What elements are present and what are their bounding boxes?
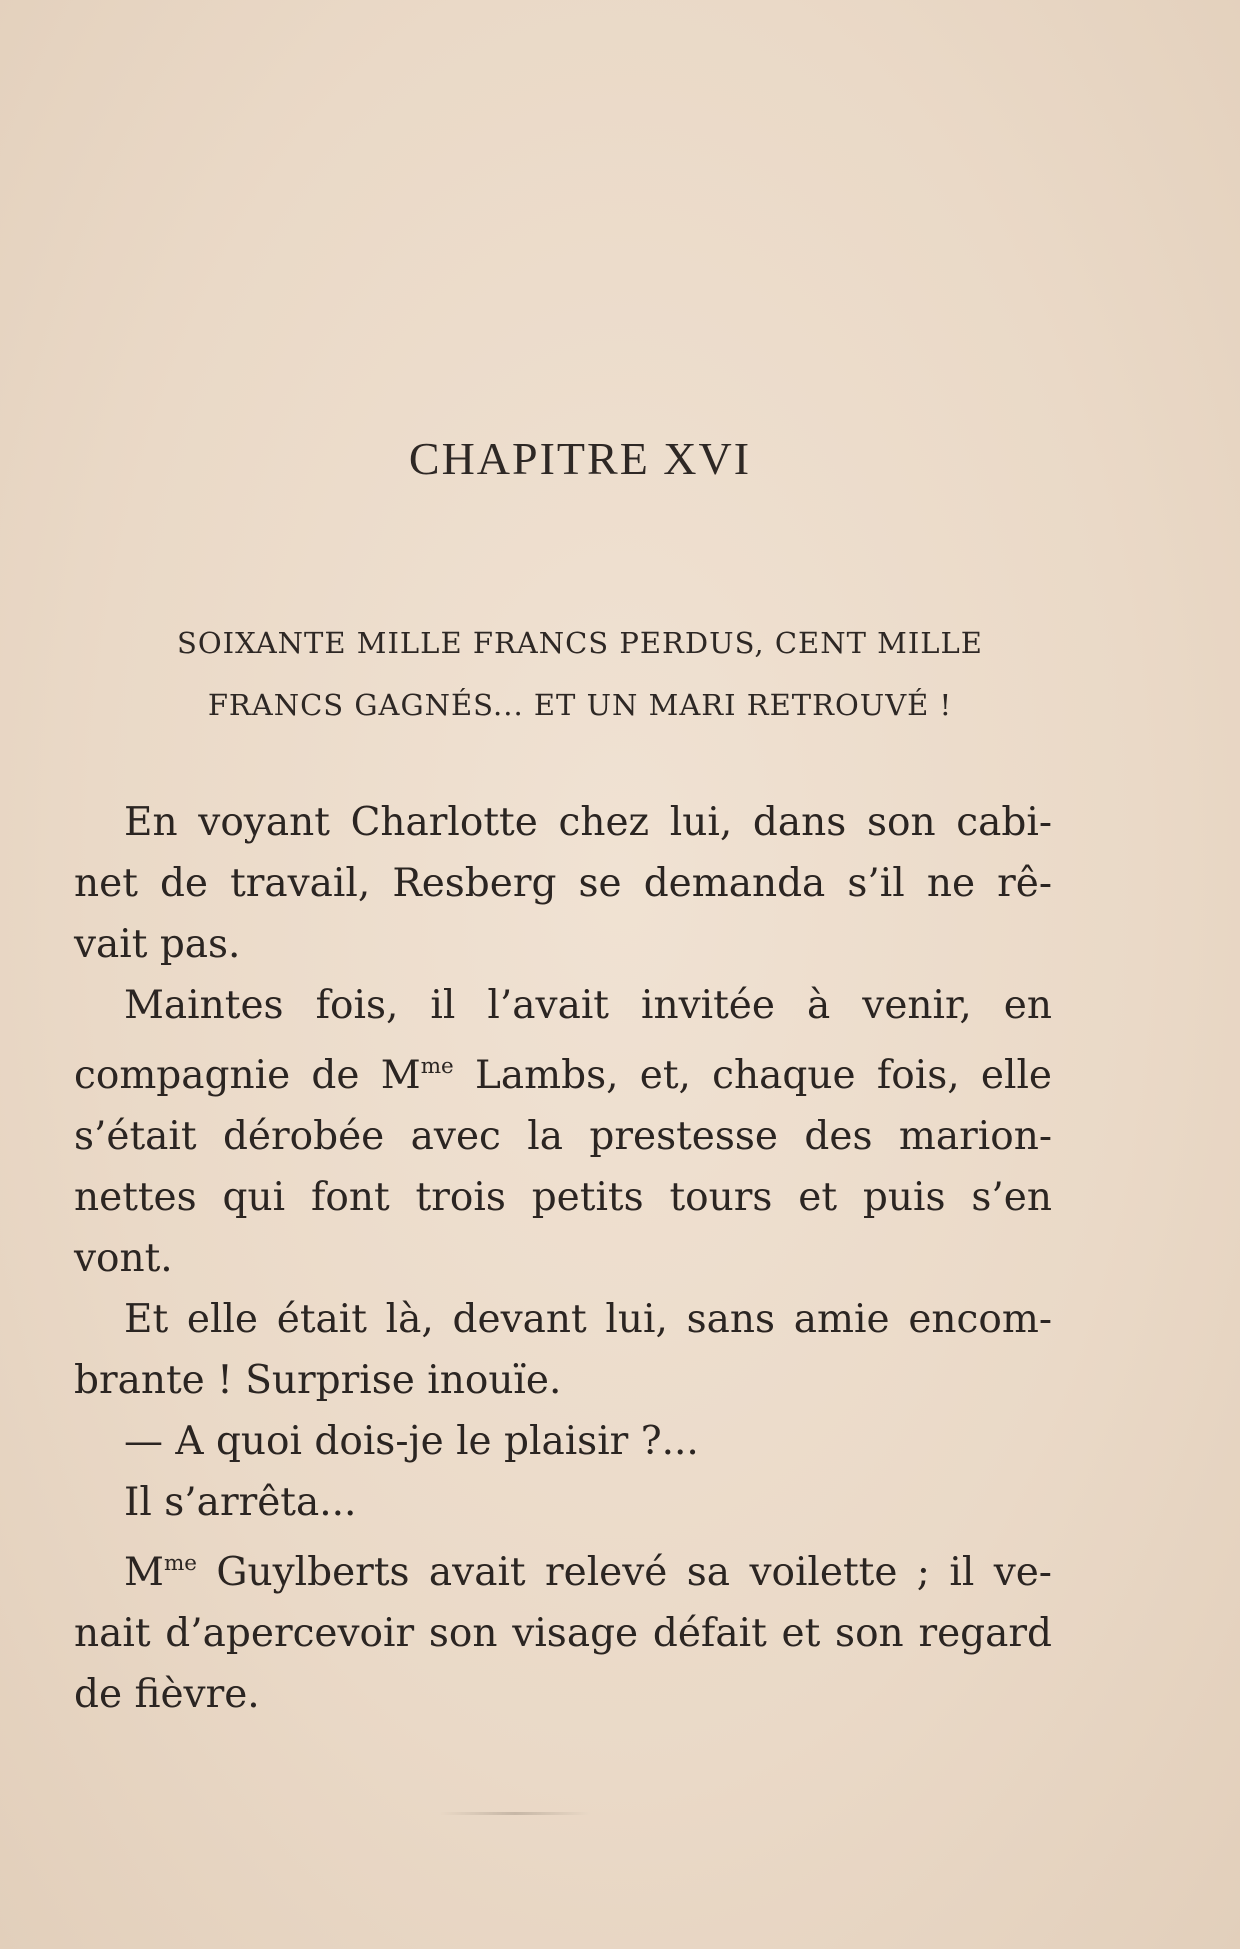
text-line: Maintes fois, il l’avait invitée à venir, en (124, 983, 1052, 1028)
chapter-subtitle (60, 612, 1100, 736)
text-line (74, 1036, 1052, 1106)
text-fragment: M (124, 1550, 164, 1595)
text-line: nait d’apercevoir son visage défait et son regard (74, 1611, 1052, 1656)
subtitle-line: FRANCS GAGNÉS... ET UN MARI RETROUVÉ ! (207, 688, 953, 722)
text-line: nettes qui font trois petits tours et puis s’en (74, 1175, 1052, 1220)
text-line: de fièvre. (74, 1672, 260, 1717)
text-line (74, 1533, 1052, 1603)
text-line: Il s’arrêta... (124, 1480, 357, 1525)
ornament-divider (440, 1812, 590, 1815)
abbreviation-superscript: me (163, 1551, 197, 1576)
text-fragment: Lambs, et, chaque fois, elle (453, 1053, 1052, 1098)
text-line: vait pas. (74, 922, 241, 967)
subtitle-line: SOIXANTE MILLE FRANCS PERDUS, CENT MILLE (177, 626, 983, 660)
body-text (74, 792, 1052, 1725)
chapter-title: CHAPITRE XVI (408, 433, 752, 484)
text-line: s’était dérobée avec la prestesse des marion- (74, 1114, 1052, 1159)
text-line: Et elle était là, devant lui, sans amie encom- (124, 1297, 1052, 1342)
text-line: vont. (74, 1236, 173, 1281)
text-line: brante ! Surprise inouïe. (74, 1358, 562, 1403)
abbreviation-superscript: me (420, 1054, 454, 1079)
text-line: net de travail, Resberg se demanda s’il ne rê- (74, 861, 1052, 906)
text-line: — A quoi dois-je le plaisir ?... (124, 1419, 699, 1464)
text-fragment: Guylberts avait relevé sa voilette ; il ve- (196, 1550, 1052, 1595)
text-fragment: compagnie de M (74, 1053, 421, 1098)
text-line: En voyant Charlotte chez lui, dans son cabi- (124, 800, 1052, 845)
